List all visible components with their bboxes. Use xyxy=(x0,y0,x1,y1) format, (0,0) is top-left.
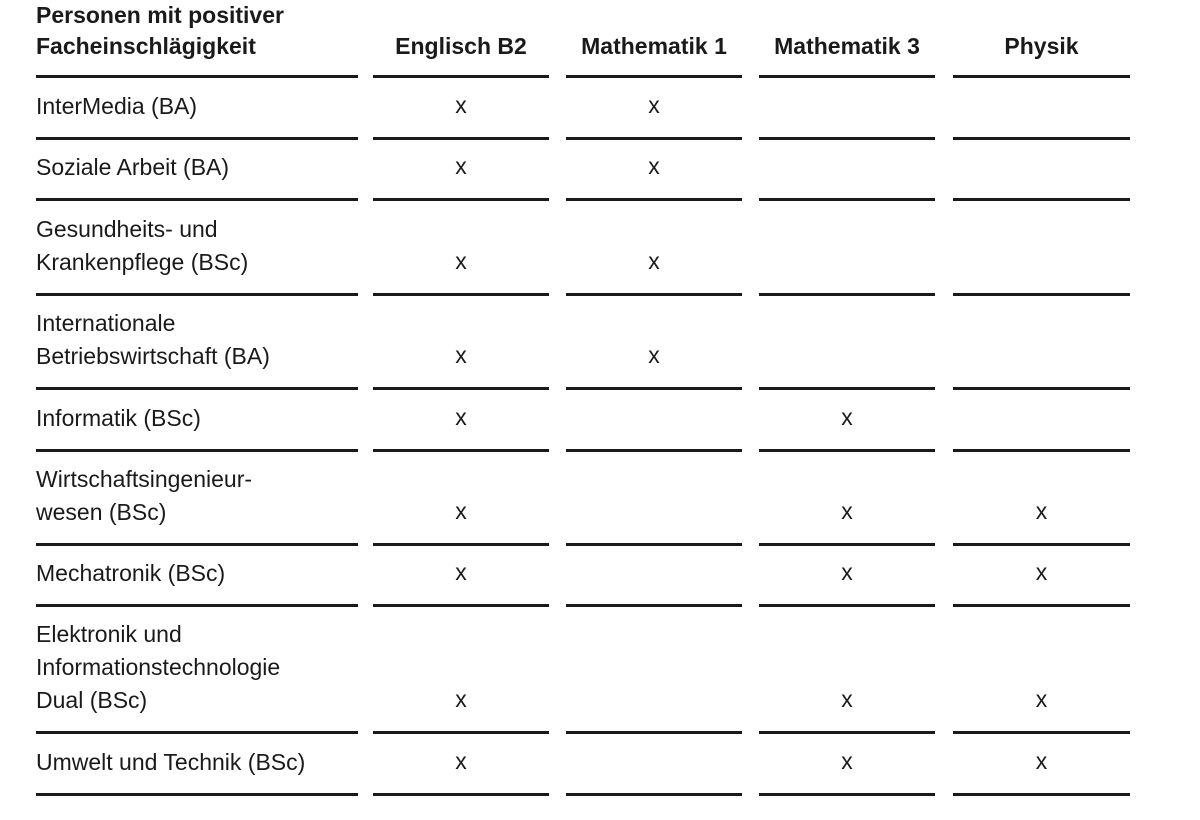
mark-mathematik-3: x xyxy=(759,607,935,734)
mark-mathematik-3: x xyxy=(759,452,935,546)
mark-mathematik-1 xyxy=(566,734,742,796)
mark-mathematik-1: x xyxy=(566,296,742,390)
mark-englisch-b2: x xyxy=(373,140,549,201)
row-label: Elektronik und Informationstechnologie Dual (BSc) xyxy=(36,607,358,734)
header-mathematik-3: Mathematik 3 xyxy=(759,0,935,78)
mark-englisch-b2: x xyxy=(373,452,549,546)
header-mathematik-1: Mathematik 1 xyxy=(566,0,742,78)
row-label: InterMedia (BA) xyxy=(36,78,358,140)
mark-physik xyxy=(953,201,1130,296)
mark-physik xyxy=(953,390,1130,452)
row-label: Gesundheits- und Krankenpflege (BSc) xyxy=(36,201,358,296)
row-label: Soziale Arbeit (BA) xyxy=(36,140,358,201)
mark-mathematik-1 xyxy=(566,452,742,546)
mark-englisch-b2: x xyxy=(373,390,549,452)
mark-mathematik-3 xyxy=(759,78,935,140)
mark-physik: x xyxy=(953,452,1130,546)
mark-mathematik-1: x xyxy=(566,78,742,140)
header-physik: Physik xyxy=(953,0,1130,78)
mark-mathematik-3: x xyxy=(759,734,935,796)
header-englisch-b2: Englisch B2 xyxy=(373,0,549,78)
mark-physik xyxy=(953,140,1130,201)
row-label: Wirtschaftsingenieur- wesen (BSc) xyxy=(36,452,358,546)
mark-physik xyxy=(953,78,1130,140)
header-first-column: Personen mit positiver Facheinschlägigkeit xyxy=(36,0,358,78)
mark-mathematik-3 xyxy=(759,296,935,390)
mark-mathematik-3: x xyxy=(759,546,935,607)
row-label: Mechatronik (BSc) xyxy=(36,546,358,607)
mark-mathematik-1 xyxy=(566,546,742,607)
mark-mathematik-1: x xyxy=(566,140,742,201)
mark-mathematik-3 xyxy=(759,140,935,201)
mark-englisch-b2: x xyxy=(373,296,549,390)
mark-englisch-b2: x xyxy=(373,734,549,796)
mark-mathematik-1 xyxy=(566,390,742,452)
mark-englisch-b2: x xyxy=(373,78,549,140)
mark-englisch-b2: x xyxy=(373,201,549,296)
mark-physik: x xyxy=(953,546,1130,607)
mark-englisch-b2: x xyxy=(373,546,549,607)
mark-physik xyxy=(953,296,1130,390)
mark-mathematik-3: x xyxy=(759,390,935,452)
mark-mathematik-1 xyxy=(566,607,742,734)
mark-physik: x xyxy=(953,607,1130,734)
mark-mathematik-3 xyxy=(759,201,935,296)
row-label: Informatik (BSc) xyxy=(36,390,358,452)
mark-mathematik-1: x xyxy=(566,201,742,296)
row-label: Umwelt und Technik (BSc) xyxy=(36,734,358,796)
row-label: Internationale Betriebswirtschaft (BA) xyxy=(36,296,358,390)
mark-physik: x xyxy=(953,734,1130,796)
mark-englisch-b2: x xyxy=(373,607,549,734)
